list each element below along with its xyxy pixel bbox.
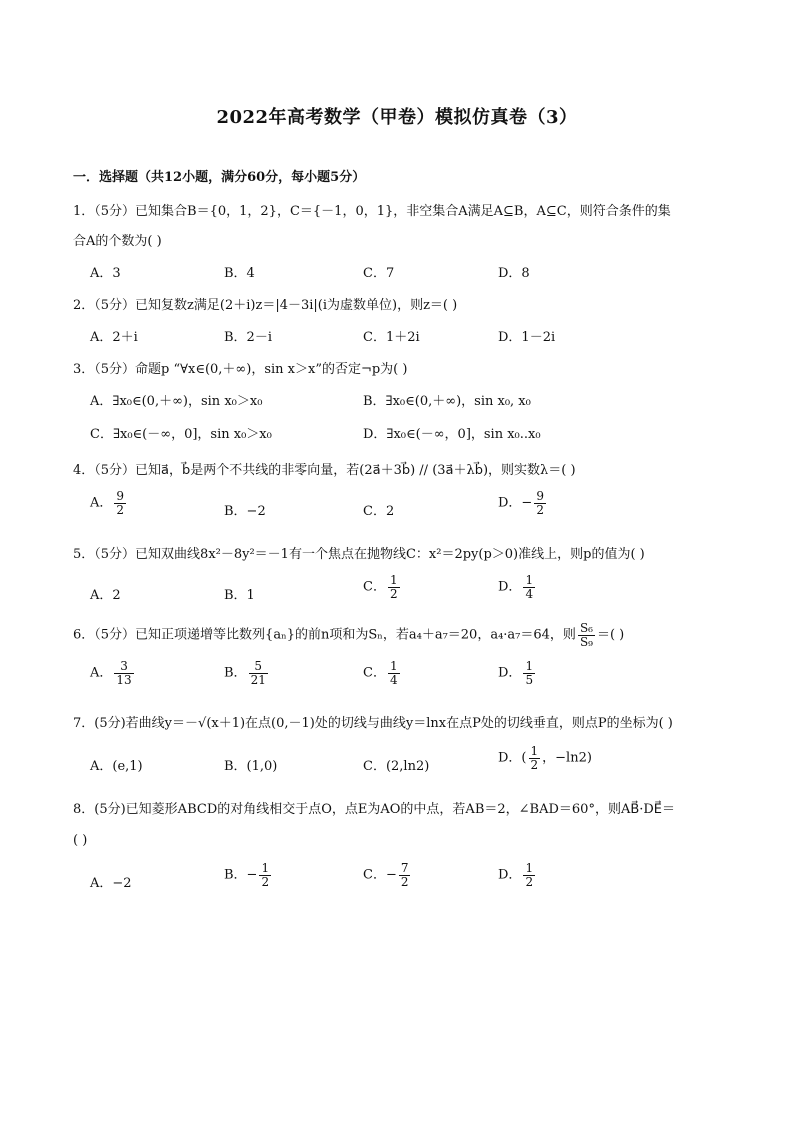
fraction-numerator: 5 <box>249 660 268 674</box>
fraction-denominator: 2 <box>116 502 125 517</box>
question-4: 4．（5分）已知a⃗，b⃗是两个不共线的非零向量，若(2a⃗＋3b⃗) // (3a⃗＋λb⃗)，则实数λ＝( ) <box>73 463 576 478</box>
fraction-numerator: 3 <box>114 660 133 674</box>
q8-option-b-label: B．− <box>224 867 258 883</box>
q5-option-d <box>498 574 537 600</box>
question-1-line2: 合A的个数为( ) <box>73 234 162 249</box>
q8-option-b-fraction <box>259 862 271 888</box>
q4-option-d <box>498 490 548 516</box>
fraction-numerator: 7 <box>400 861 409 875</box>
q1-option-a: A．3 <box>90 266 121 281</box>
q4-option-a-label: A． <box>90 495 113 511</box>
question-8-line1: 8．(5分)已知菱形ABCD的对角线相交于点O，点E为AO的中点，若AB＝2，∠BAD＝60°，则AB⃗·DE⃗＝ <box>73 802 676 817</box>
q8-option-c-label: C．− <box>363 867 397 883</box>
question-3: 3．（5分）命题p “∀x∈(0,＋∞)，sin x＞x”的否定¬p为( ) <box>73 362 408 377</box>
q6-option-b <box>224 660 270 686</box>
q2-option-c: C．1＋2i <box>363 330 420 345</box>
q4-option-a <box>90 490 128 516</box>
q7-option-d-fraction <box>529 745 541 771</box>
fraction-denominator: 21 <box>250 672 266 687</box>
q7-option-c: C．(2,ln2) <box>363 759 430 774</box>
fraction-denominator: 2 <box>261 874 270 889</box>
q6-option-b-label: B． <box>224 665 247 681</box>
q8-option-a: A．−2 <box>90 876 132 891</box>
q6-option-c-label: C． <box>363 665 386 681</box>
q8-option-c <box>363 862 412 888</box>
question-6-text: 6．（5分）已知正项递增等比数列{aₙ}的前n项和为Sₙ，若a₄＋a₇＝20，a₄·a₇＝64，则 <box>73 627 576 643</box>
q5-option-d-label: D． <box>498 579 522 595</box>
q5-option-d-fraction <box>523 574 535 600</box>
q4-option-d-label: D．− <box>498 495 533 511</box>
q8-option-d <box>498 862 537 888</box>
fraction-denominator: 2 <box>536 502 544 517</box>
fraction-numerator: 1 <box>389 659 398 673</box>
q4-option-d-fraction <box>534 490 546 516</box>
page-title: 2022年高考数学（甲卷）模拟仿真卷（3） <box>216 107 578 128</box>
fraction-denominator: 13 <box>116 672 132 687</box>
fraction-denominator: 2 <box>530 757 539 772</box>
fraction-numerator: S₆ <box>579 621 593 635</box>
q5-option-b: B．1 <box>224 588 255 603</box>
fraction-denominator: 4 <box>525 586 534 601</box>
question-8-line2: ( ) <box>73 833 88 848</box>
question-7: 7．(5分)若曲线y＝－√(x＋1)在点(0,－1)处的切线与曲线y＝lnx在点P处的切线垂直，则点P的坐标为( ) <box>73 716 673 731</box>
q1-option-c: C．7 <box>363 266 395 281</box>
question-1-line1: 1．（5分）已知集合B＝{0，1，2}，C＝{－1，0，1}，非空集合A满足A⊆B，A⊆C，则符合条件的集 <box>73 204 671 219</box>
q1-option-d: D．8 <box>498 266 530 281</box>
q7-option-d-tail: ，−ln2) <box>542 750 592 766</box>
fraction-denominator: 2 <box>389 586 398 601</box>
q6-option-a-label: A． <box>90 665 113 681</box>
q4-option-b: B．−2 <box>224 504 266 519</box>
question-6-tail: ＝( ) <box>596 627 625 643</box>
q5-option-c-label: C． <box>363 579 386 595</box>
q4-option-c: C．2 <box>363 504 395 519</box>
q6-option-d <box>498 660 537 686</box>
q6-option-c <box>363 660 402 686</box>
q3-option-b: B．∃x₀∈(0,＋∞)，sin x₀, x₀ <box>363 394 531 409</box>
q5-option-c-fraction <box>388 574 400 600</box>
q6-option-d-label: D． <box>498 665 522 681</box>
fraction-denominator: 2 <box>400 874 409 889</box>
fraction-denominator: 2 <box>525 874 534 889</box>
q2-option-b: B．2－i <box>224 330 272 345</box>
q6-option-b-fraction <box>249 660 268 686</box>
q8-option-b <box>224 862 273 888</box>
question-5: 5．（5分）已知双曲线8x²－8y²＝－1有一个焦点在抛物线C：x²＝2py(p＞0)准线上，则p的值为( ) <box>73 547 645 562</box>
question-6 <box>73 622 624 648</box>
q7-option-b: B．(1,0) <box>224 759 278 774</box>
fraction-numerator: 1 <box>261 861 270 875</box>
q2-option-a: A．2＋i <box>90 330 138 345</box>
q4-option-a-fraction <box>114 490 126 516</box>
q8-option-d-fraction <box>523 862 535 888</box>
q8-option-c-fraction <box>399 862 411 888</box>
q8-option-d-label: D． <box>498 867 522 883</box>
q3-option-a: A．∃x₀∈(0,＋∞)，sin x₀＞x₀ <box>90 394 263 409</box>
fraction-numerator: 9 <box>116 489 125 503</box>
q7-option-d-label: D．( <box>498 750 527 766</box>
fraction-numerator: 1 <box>525 861 534 875</box>
q6-stem-fraction <box>578 622 595 648</box>
fraction-numerator: 1 <box>530 744 539 758</box>
fraction-numerator: 1 <box>525 573 534 587</box>
fraction-numerator: 1 <box>389 573 398 587</box>
q2-option-d: D．1－2i <box>498 330 556 345</box>
q5-option-a: A．2 <box>90 588 121 603</box>
q6-option-a-fraction <box>114 660 133 686</box>
q3-option-c: C．∃x₀∈(－∞，0]，sin x₀＞x₀ <box>90 427 272 442</box>
fraction-numerator: 1 <box>525 659 534 673</box>
q5-option-c <box>363 574 402 600</box>
fraction-numerator: 9 <box>536 489 544 503</box>
q6-option-d-fraction <box>523 660 535 686</box>
fraction-denominator: 4 <box>389 672 398 687</box>
fraction-denominator: 5 <box>525 672 534 687</box>
fraction-denominator: S₉ <box>579 634 593 649</box>
section-heading: 一．选择题（共12小题，满分60分，每小题5分） <box>73 170 366 185</box>
q6-option-a <box>90 660 136 686</box>
q6-option-c-fraction <box>388 660 400 686</box>
q3-option-d: D．∃x₀∈(－∞，0]，sin x₀..x₀ <box>363 427 541 442</box>
question-2: 2．（5分）已知复数z满足(2＋i)z＝|4－3i|(i为虚数单位)，则z＝( ) <box>73 298 458 313</box>
q7-option-a: A．(e,1) <box>90 759 143 774</box>
q1-option-b: B．4 <box>224 266 255 281</box>
q7-option-d <box>498 745 592 771</box>
